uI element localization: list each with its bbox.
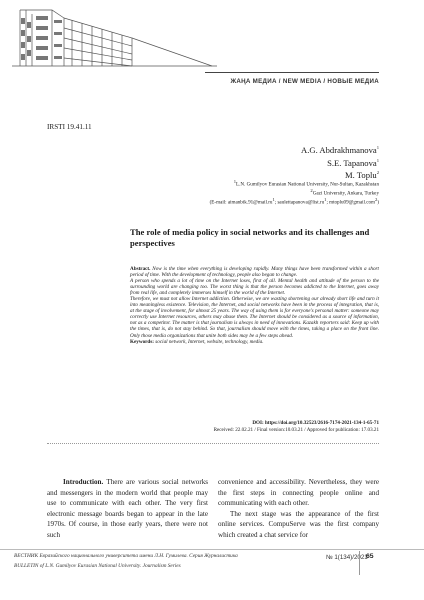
- issue-number: № 1(134)/2021: [326, 554, 368, 561]
- body-paragraph: convenience and accessibility. Nevertheless, they were the first steps in connecting people online and communicating with each other.: [218, 478, 379, 507]
- section-title: ЖАҢА МЕДИА / NEW MEDIA / НОВЫЕ МЕДИА: [230, 78, 379, 85]
- abstract-label: Abstract.: [130, 266, 151, 272]
- affiliation: $^1$L.N. Gumilyov Eurasian National University, Nur-Sultan, Kazakhstan: [233, 179, 379, 188]
- page-number: 65: [366, 553, 374, 560]
- journal-name-ru: ВЕСТНИК Евразийского национального университета имени Л.Н. Гумилева. Серия Журналистика: [14, 553, 238, 559]
- irsti-code: IRSTI 19.41.11: [47, 123, 92, 131]
- introduction-label: Introduction.: [63, 478, 104, 486]
- journal-name-en: BULLETIN of L.N. Gumilyov Eurasian National University. Journalism Series: [14, 562, 181, 569]
- body-column-left: [47, 477, 208, 540]
- footer-rule: [0, 549, 424, 550]
- author: A.G. Abdrakhmanova$^1$: [301, 144, 379, 155]
- footer-journal: [14, 552, 314, 571]
- article-title: The role of media policy in social networks and its challenges and perspectives: [130, 227, 370, 248]
- affiliations: [210, 179, 379, 206]
- abstract-paragraph: Therefore, we must not allow Internet addiction. Otherwise, we are wasting shortening our already short life and turn it into meaningless existence. Television, the Internet, and social networks have been in the process of integration, that is, at the stage of involvement, for almost 25 years. The way of using them is for everyone's personal matter: someone may correctly use Internet resources, others may abuse them. The Internet should be considered as a source of information, not as a competitor. The matter is that journalism is always in need of innovations. Kazakh reporters said: Keep up with the times, that is, do not stay behind. So that, journalism should move with the times, taking a place on the front line. Only those media organizations that unite both sides may be a few steps ahead.: [130, 296, 379, 339]
- body-paragraph: The next stage was the appearance of the first online services. CompuServe was the first company which created a chat service for: [218, 509, 379, 539]
- body-column-right: [218, 477, 379, 540]
- divider: [47, 443, 379, 444]
- body-paragraph: Introduction. There are various social networks and messengers in the modern world that people may use to communicate with each other. The very first electronic message boards began to appear in the late 1970s. Of course, in those early years, there were not such: [47, 478, 208, 539]
- publication-dates: Received: 22.02.21 / Final version:10.03.21 / Approved for publication: 17.03.21: [213, 427, 379, 433]
- author: M. Toplu$^2$: [344, 170, 379, 181]
- affiliation: $^2$Gazi University, Ankara, Turkey: [310, 188, 379, 197]
- keywords: Keywords: social network, Internet, website, technology, media.: [130, 338, 264, 345]
- building-illustration: [12, 8, 222, 70]
- abstract-paragraph: A person who spends a lot of time on the Internet loses, first of all. Mental health and attitude of the person to the surrounding world are changing too. The worst thing is that the person becomes addicted to the Internet, goes away from real life, and completely immerses himself in the world of the Internet.: [130, 278, 379, 297]
- section-rule: [205, 72, 379, 73]
- author-emails: (E-mail: $aimanbik.91@mail.ru^1$; $saulettapanova@list.ru^1$; mtoplu09@gmail.com$^2$): [209, 197, 379, 206]
- footer-separator: [359, 551, 360, 575]
- author: S.E. Tapanova$^1$: [327, 157, 379, 168]
- keywords-label: Keywords:: [130, 338, 154, 345]
- abstract-paragraph: Abstract. Now is the time when everything is developing rapidly. Many things have been transformed within a short period of time. With the development of technology, people also began to change.: [130, 266, 379, 279]
- doi-link[interactable]: DOI: https://doi.org/10.32523/2616-7174-2021-134-1-65-71: [252, 420, 379, 426]
- author-list: [301, 143, 379, 181]
- abstract: [130, 266, 379, 345]
